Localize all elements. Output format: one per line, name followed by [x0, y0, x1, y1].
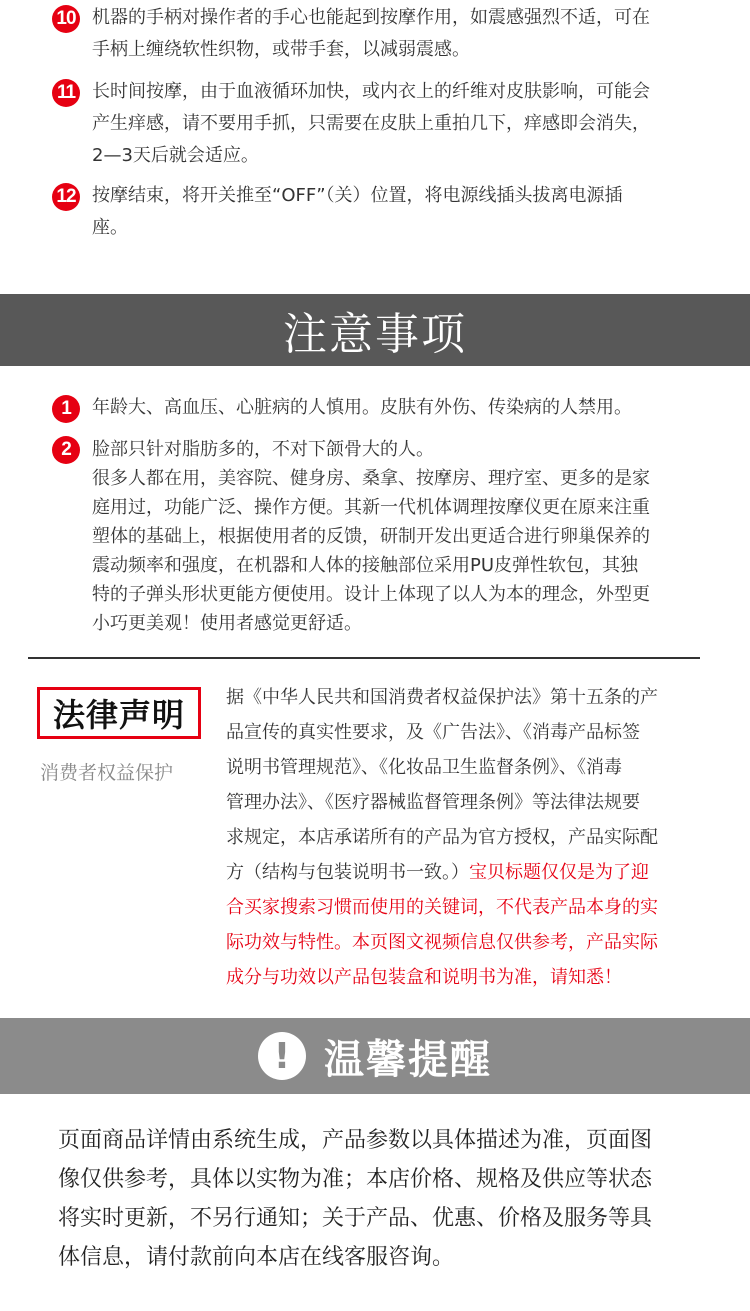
notice-text: 庭用过，功能广泛、操作方便。其新一代机体调理按摩仪更在原来注重 [92, 497, 650, 518]
legal-text: 说明书管理规范》、《化妆品卫生监督条例》、《消毒 [226, 757, 622, 778]
notice-text: 塑体的基础上，根据使用者的反馈，研制开发出更适合进行卵巢保养的 [92, 526, 650, 547]
step-number-badge: 12 [52, 183, 80, 211]
legal-text-highlight: 成分与功效以产品包装盒和说明书为准，请知悉！ [226, 967, 622, 988]
section-divider [28, 657, 700, 659]
legal-text-highlight: 宝贝标题仅仅是为了迎 [469, 862, 649, 883]
step-number-badge: 11 [52, 79, 80, 107]
legal-text-normal: 方（结构与包装说明书一致。） [226, 862, 469, 883]
exclamation-icon: ! [258, 1032, 306, 1080]
notice-text: 震动频率和强度，在机器和人体的接触部位采用PU皮弹性软包，其独 [92, 555, 639, 576]
legal-text: 据《中华人民共和国消费者权益保护法》第十五条的产 [226, 687, 658, 708]
legal-text: 管理办法》、《医疗器械监督管理条例》等法律法规要 [226, 792, 640, 813]
notice-text: 特的子弹头形状更能方便使用。设计上体现了以人为本的理念，外型更 [92, 584, 650, 605]
step-text: 机器的手柄对操作者的手心也能起到按摩作用，如震感强烈不适，可在 [92, 7, 650, 28]
reminder-banner [0, 1018, 750, 1094]
notice-text: 小巧更美观！使用者感觉更舒适。 [92, 613, 362, 634]
step-text: 按摩结束，将开关推至“OFF”（关）位置，将电源线插头拔离电源插 [92, 185, 623, 206]
reminder-text: 将实时更新，不另行通知；关于产品、优惠、价格及服务等具 [58, 1206, 653, 1231]
notice-text: 年龄大、高血压、心脏病的人慎用。皮肤有外伤、传染病的人禁用。 [92, 397, 632, 418]
step-text: 2—3天后就会适应。 [92, 145, 259, 166]
notice-text: 脸部只针对脂肪多的，不对下颌骨大的人。 [92, 439, 434, 460]
reminder-text: 页面商品详情由系统生成，产品参数以具体描述为准，页面图 [58, 1128, 653, 1153]
step-number-badge: 10 [52, 5, 80, 33]
notice-text: 很多人都在用，美容院、健身房、桑拿、按摩房、理疗室、更多的是家 [92, 468, 650, 489]
legal-title: 法律声明 [52, 696, 185, 734]
step-text: 座。 [92, 217, 128, 238]
reminder-text: 像仅供参考，具体以实物为准；本店价格、规格及供应等状态 [58, 1167, 653, 1192]
legal-text: 品宣传的真实性要求，及《广告法》、《消毒产品标签 [226, 722, 640, 743]
notice-number-badge: 2 [52, 436, 80, 464]
legal-subtitle: 消费者权益保护 [40, 762, 174, 784]
legal-text-highlight: 际功效与特性。本页图文视频信息仅供参考，产品实际 [226, 932, 658, 953]
legal-text-highlight: 合买家搜索习惯而使用的关键词，不代表产品本身的实 [226, 897, 658, 918]
notice-banner [0, 294, 750, 366]
notice-number-badge: 1 [52, 395, 80, 423]
legal-title-box [37, 687, 201, 739]
reminder-title: 温馨提醒 [324, 1036, 492, 1083]
reminder-text: 体信息，请付款前向本店在线客服咨询。 [58, 1245, 455, 1270]
notice-title: 注意事项 [283, 309, 467, 360]
step-text: 手柄上缠绕软性织物，或带手套，以减弱震感。 [92, 39, 470, 60]
step-text: 产生痒感，请不要用手抓，只需要在皮肤上重拍几下，痒感即会消失， [92, 113, 650, 134]
legal-text [226, 856, 649, 890]
step-text: 长时间按摩，由于血液循环加快，或内衣上的纤维对皮肤影响，可能会 [92, 81, 650, 102]
legal-text: 求规定，本店承诺所有的产品为官方授权，产品实际配 [226, 827, 658, 848]
